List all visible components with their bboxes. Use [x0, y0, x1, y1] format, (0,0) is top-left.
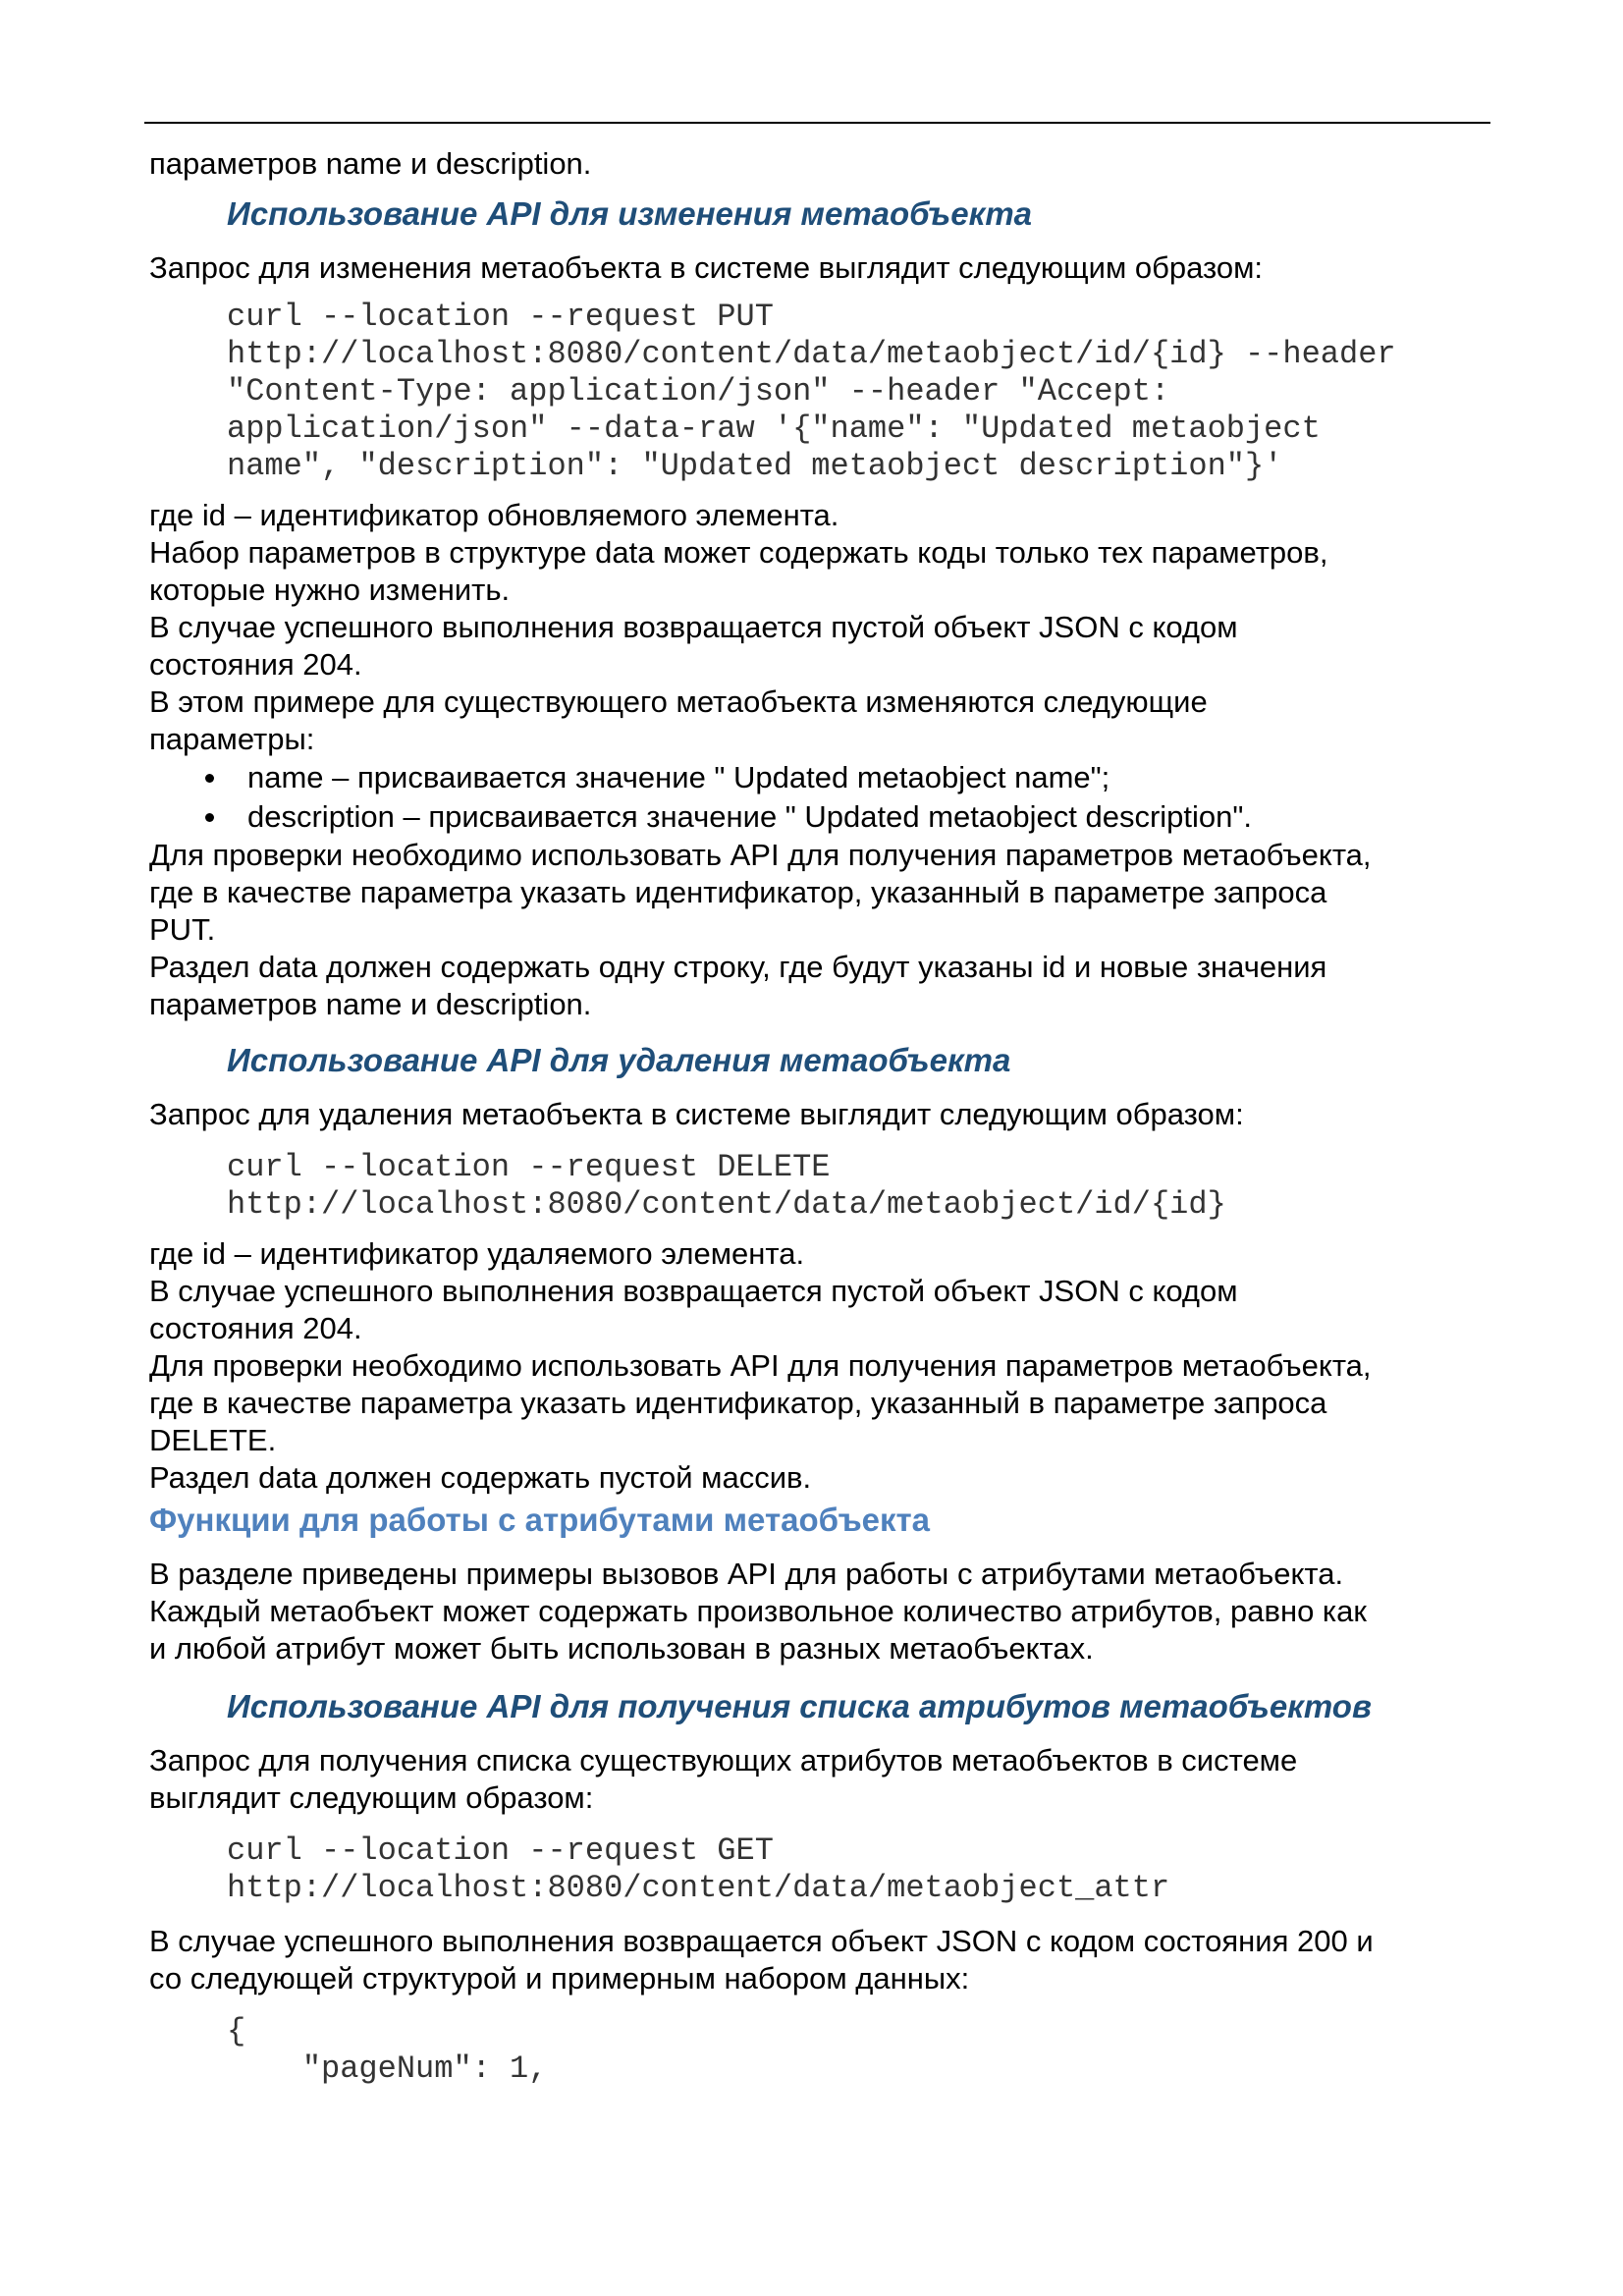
- heading-metaobject-attributes: Функции для работы с атрибутами метаобъекта: [149, 1502, 931, 1538]
- code-line: "pageNum": 1,: [227, 2050, 548, 2087]
- bullet-icon: [205, 813, 214, 822]
- delete-success-note: В случае успешного выполнения возвращается пустой объект JSON с кодом состояния 204.: [149, 1274, 1238, 1345]
- code-line: http://localhost:8080/content/data/metaobject/id/{id} --header: [227, 336, 1396, 372]
- code-line: {: [227, 2013, 246, 2050]
- heading-delete-metaobject: Использование API для удаления метаобъекта: [227, 1042, 1011, 1078]
- code-line: application/json" --data-raw '{"name": "Updated metaobject: [227, 410, 1321, 447]
- update-intro: Запрос для изменения метаобъекта в системе выглядит следующим образом:: [149, 250, 1264, 285]
- list-item: [149, 797, 1494, 837]
- update-params-note: Набор параметров в структуре data может содержать коды только тех параметров, которые нужно изменить.: [149, 535, 1328, 607]
- list-item-text: description – присваивается значение " Updated metaobject description".: [247, 799, 1253, 834]
- list-item: [149, 758, 1494, 797]
- update-bullet-list: [149, 758, 1494, 837]
- update-example-note: В этом примере для существующего метаобъекта изменяются следующие параметры:: [149, 684, 1208, 756]
- attr-list-success-note: В случае успешного выполнения возвращается объект JSON с кодом состояния 200 и со следующей структурой и примерным набором данных:: [149, 1924, 1374, 1995]
- continued-paragraph: параметров name и description.: [149, 146, 592, 181]
- attr-list-intro: Запрос для получения списка существующих атрибутов метаобъектов в системе выглядит следующим образом:: [149, 1743, 1298, 1815]
- code-block-update: [227, 299, 1494, 485]
- update-id-note: где id – идентификатор обновляемого элемента.: [149, 498, 839, 532]
- delete-check-note: Для проверки необходимо использовать API для получения параметров метаобъекта, где в качестве параметра указать идентификатор, указанный в параметре запроса DELETE.: [149, 1348, 1372, 1457]
- update-check-note: Для проверки необходимо использовать API для получения параметров метаобъекта, где в качестве параметра указать идентификатор, указанный в параметре запроса PUT.: [149, 838, 1372, 947]
- heading-attribute-list: Использование API для получения списка атрибутов метаобъектов: [227, 1688, 1372, 1724]
- delete-id-note: где id – идентификатор удаляемого элемента.: [149, 1236, 805, 1271]
- delete-intro: Запрос для удаления метаобъекта в системе выглядит следующим образом:: [149, 1097, 1244, 1131]
- update-success-note: В случае успешного выполнения возвращается пустой объект JSON с кодом состояния 204.: [149, 610, 1238, 682]
- code-block-attr-list: [227, 1832, 1494, 1907]
- code-line: "Content-Type: application/json" --header "Accept:: [227, 373, 1170, 410]
- attributes-intro: В разделе приведены примеры вызовов API для работы с атрибутами метаобъекта. Каждый метаобъект может содержать произвольное количество атрибутов, равно как и любой атрибут может быть использован в разных метаобъектах.: [149, 1557, 1367, 1666]
- bullet-icon: [205, 774, 214, 783]
- delete-data-note: Раздел data должен содержать пустой массив.: [149, 1460, 812, 1495]
- code-line: curl --location --request GET: [227, 1832, 774, 1869]
- code-line: http://localhost:8080/content/data/metaobject/id/{id}: [227, 1186, 1226, 1223]
- document-body: [149, 145, 1494, 2088]
- heading-update-metaobject: Использование API для изменения метаобъекта: [227, 195, 1033, 232]
- code-line: name", "description": "Updated metaobject description"}': [227, 448, 1283, 484]
- page-header-rule: [144, 122, 1490, 124]
- code-line: http://localhost:8080/content/data/metaobject_attr: [227, 1870, 1170, 1906]
- code-line: curl --location --request DELETE: [227, 1149, 831, 1185]
- json-example-block: [227, 2013, 1494, 2088]
- list-item-text: name – присваивается значение " Updated metaobject name";: [247, 760, 1110, 794]
- code-line: curl --location --request PUT: [227, 299, 774, 335]
- update-data-note: Раздел data должен содержать одну строку, где будут указаны id и новые значения параметров name и description.: [149, 950, 1327, 1021]
- code-block-delete: [227, 1149, 1494, 1224]
